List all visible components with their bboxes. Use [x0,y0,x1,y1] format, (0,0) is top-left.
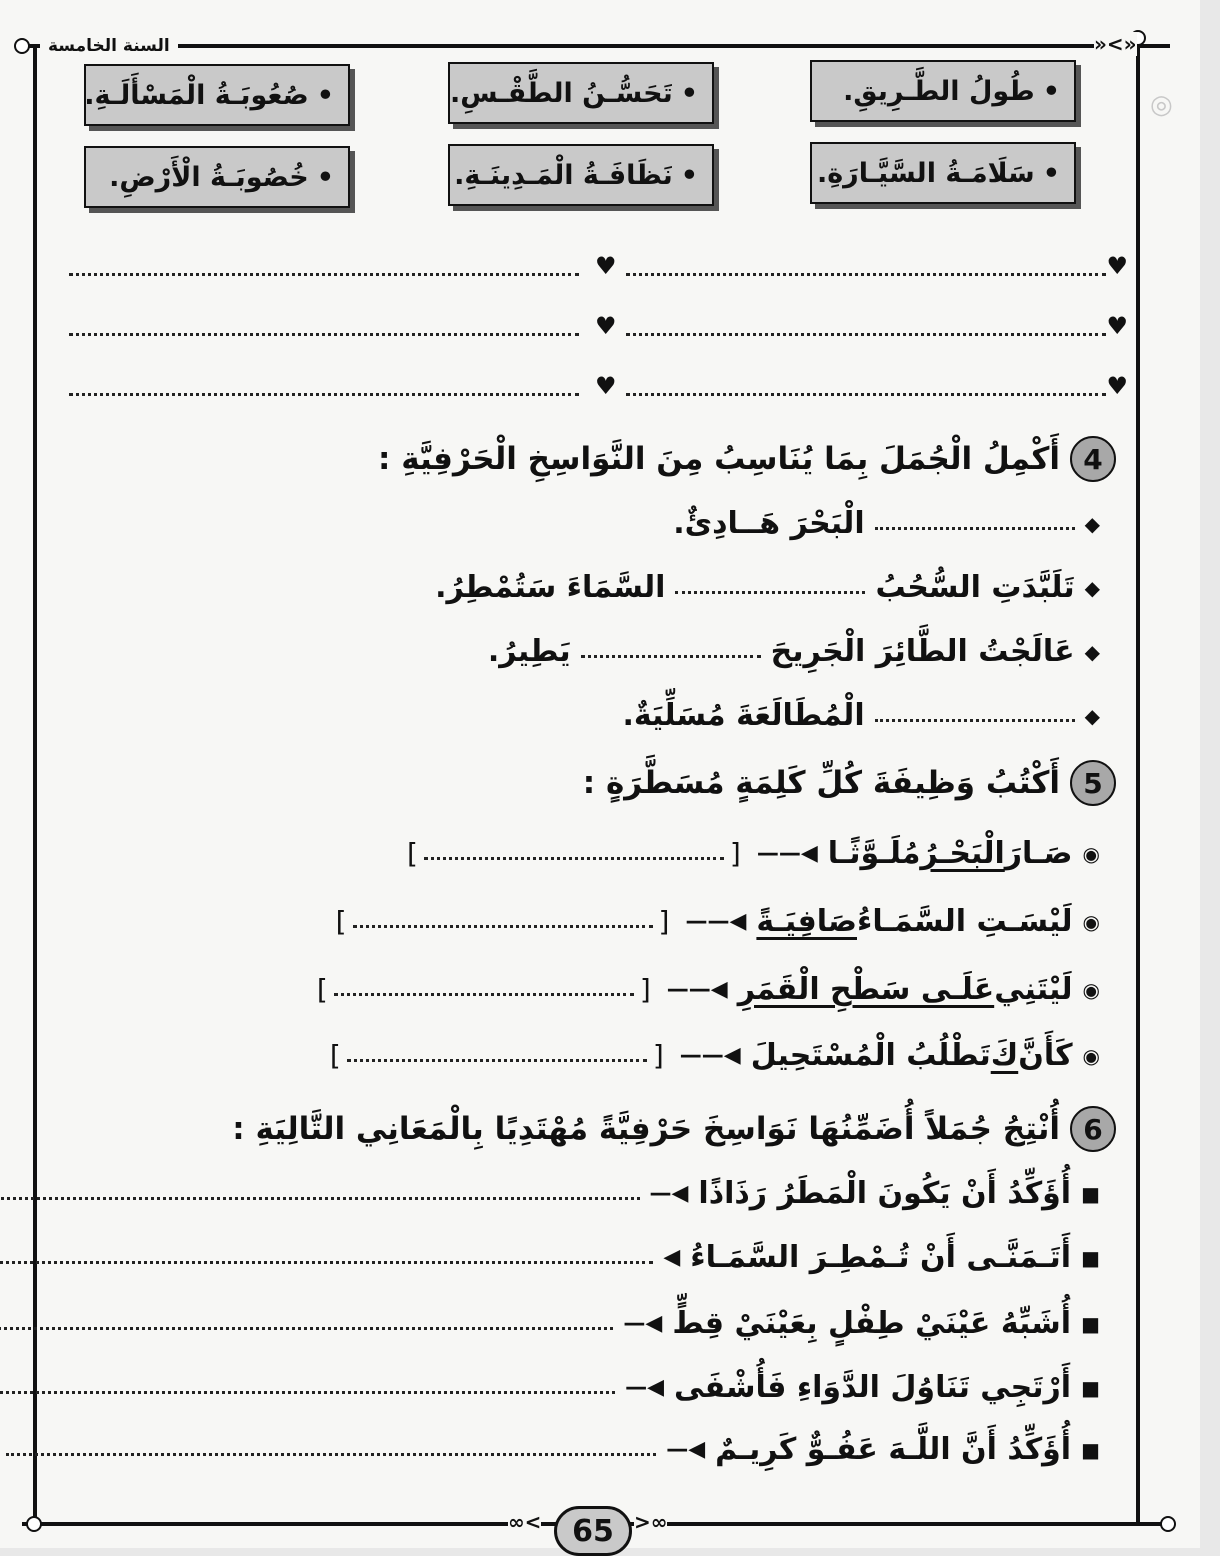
corner-ornament [1160,1516,1176,1532]
arrow-left-icon: ◀— [625,1375,665,1400]
heart-icon: ♥ [594,252,617,280]
heart-icon: ♥ [1106,372,1128,400]
page-number: 65 [554,1506,632,1556]
diamond-bullet-icon: ◆ [1084,703,1100,728]
circle-bullet-icon: ◉ [1082,1043,1100,1068]
word-box: • طُولُ الطَّـرِيقِ. [810,60,1076,122]
answer-blank[interactable] [347,1049,647,1062]
exercise-5-item: ◉ لَيْسَـتِ السَّمَـاءُ صَافِيَـةً ◀—— [ ] [335,904,1100,939]
diamond-bullet-icon: ◆ [1084,511,1100,536]
bleed-through-decoration: ◎ [1150,90,1173,120]
answer-blank[interactable] [0,1187,640,1200]
square-bullet-icon: ■ [1081,1437,1100,1462]
answer-blank[interactable] [334,983,634,996]
exercise-6-item: ■ أُؤَكِّدُ أَنْ يَكُونَ الْمَطَرُ رَذَاذًا ◀— [0,1176,1100,1211]
exercise-6-item: ■ أُؤَكِّدُ أَنَّ اللَّـهَ عَفُـوٌّ كَرِيـمٌ ◀— [6,1432,1100,1467]
answer-blank[interactable] [69,379,579,396]
section-number-badge: 6 [1070,1106,1116,1152]
answer-blank[interactable] [69,259,579,276]
circle-bullet-icon: ◉ [1082,909,1100,934]
arrow-left-icon: ◀— [666,1437,706,1462]
exercise-6-item: ■ أَتَـمَنَّـى أَنْ تُـمْطِـرَ السَّمَـاءُ ◀ [0,1240,1100,1275]
circle-bullet-icon: ◉ [1082,841,1100,866]
answer-blank[interactable] [626,259,1106,276]
diamond-bullet-icon: ◆ [1084,639,1100,664]
arrow-left-icon: ◀— [649,1181,689,1206]
answer-blank[interactable] [626,379,1106,396]
arrow-left-icon: ◀—— [679,1043,741,1068]
answer-blank[interactable] [0,1251,653,1264]
word-box: • سَلَامَـةُ السَّيَّـارَةِ. [810,142,1076,204]
answer-blank[interactable] [0,1381,615,1394]
exercise-4-item: ◆ تَلَبَّدَتِ السُّحُبُ السَّمَاءَ سَتُمْطِرُ. [435,570,1100,605]
square-bullet-icon: ■ [1081,1181,1100,1206]
arrow-left-icon: ◀—— [685,909,747,934]
exercise-5-item: ◉ لَيْتَنِي عَلَـى سَطْحِ الْقَمَرِ ◀—— [ ] [316,972,1100,1007]
answer-blank[interactable] [0,1317,613,1330]
section-6-heading: 6 أُنْتِجُ جُمَلاً أُضَمِّنُهَا نَوَاسِخَ حَرْفِيَّةً مُهْتَدِيًا بِالْمَعَانِي التَّالِيَةِ : [232,1106,1116,1152]
exercise-4-item: ◆ عَالَجْتُ الطَّائِرَ الْجَرِيحَ يَطِيرُ. [487,634,1100,669]
footer-ornament: >∞ [634,1510,668,1534]
word-box: • نَظَافَـةُ الْمَـدِينَـةِ. [448,144,714,206]
word-box: • تَحَسُّـنُ الطَّقْـسِ. [448,62,714,124]
answer-blank[interactable] [424,847,724,860]
section-5-heading: 5 أَكْتُبُ وَظِيفَةَ كُلِّ كَلِمَةٍ مُسَطَّرَةٍ : [583,760,1116,806]
heart-icon: ♥ [1106,312,1128,340]
answer-line-row [36,312,1128,340]
section-number-badge: 5 [1070,760,1116,806]
exercise-5-item: ◉ كَأَنَّ كَ تَطْلُبُ الْمُسْتَحِيلَ ◀—— [ ] [329,1038,1100,1073]
square-bullet-icon: ■ [1081,1311,1100,1336]
word-box: • خُصُوبَـةُ الْأَرْضِ. [84,146,350,208]
exercise-5-item: ◉ صَـارَ الْبَحْـرُ مُلَـوَّثًـا ◀—— [ ] [406,836,1100,871]
exercise-6-item: ■ أَرْتَجِي تَنَاوُلَ الدَّوَاءِ فَأُشْفَى ◀— [0,1370,1100,1405]
grade-label: السنة الخامسة [40,36,178,56]
corner-ornament [26,1516,42,1532]
exercise-4-item: ◆ الْبَحْرَ هَــادِئٌ. [673,506,1100,541]
arrow-left-icon: ◀— [623,1311,663,1336]
frame-top-border [22,44,1170,48]
answer-blank[interactable] [875,709,1075,722]
answer-line-row [36,252,1128,280]
frame-ornament: »<» [1094,32,1137,56]
answer-blank[interactable] [875,517,1075,530]
answer-line-row [36,372,1128,400]
section-4-heading: 4 أَكْمِلُ الْجُمَلَ بِمَا يُنَاسِبُ مِنَ النَّوَاسِخِ الْحَرْفِيَّةِ : [378,436,1116,482]
corner-ornament [14,38,30,54]
arrow-left-icon: ◀—— [756,841,818,866]
arrow-left-icon: ◀—— [666,977,728,1002]
exercise-6-item: ■ أُشَبِّهُ عَيْنَيْ طِفْلٍ بِعَيْنَيْ قِطٍّ ◀— [0,1306,1100,1341]
circle-bullet-icon: ◉ [1082,977,1100,1002]
answer-blank[interactable] [69,319,579,336]
heart-icon: ♥ [594,312,617,340]
square-bullet-icon: ■ [1081,1375,1100,1400]
heart-icon: ♥ [1106,252,1128,280]
frame-right-border [1136,44,1140,1524]
answer-blank[interactable] [626,319,1106,336]
diamond-bullet-icon: ◆ [1084,575,1100,600]
answer-blank[interactable] [581,645,761,658]
footer-ornament: ∞< [508,1510,542,1534]
heart-icon: ♥ [594,372,617,400]
exercise-4-item: ◆ الْمُطَالَعَةَ مُسَلِّيَةٌ. [622,698,1100,733]
answer-blank[interactable] [675,581,865,594]
word-box: • صُعُوبَـةُ الْمَسْأَلَـةِ. [84,64,350,126]
square-bullet-icon: ■ [1081,1245,1100,1270]
arrow-left-icon: ◀ [663,1245,681,1270]
answer-blank[interactable] [6,1443,656,1456]
section-number-badge: 4 [1070,436,1116,482]
answer-blank[interactable] [353,915,653,928]
